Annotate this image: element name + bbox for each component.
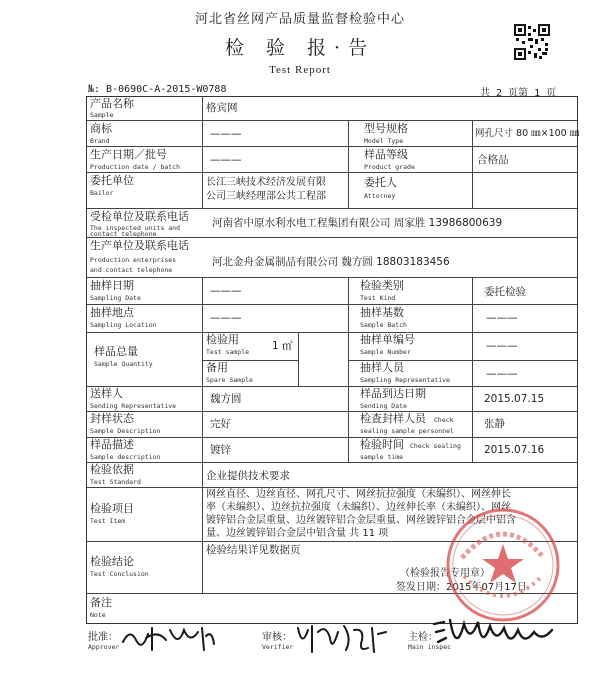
value-bailor-line1: 长江三峡技术经济发展有限 bbox=[206, 177, 326, 188]
value-test-kind: 委托检验 bbox=[484, 286, 526, 298]
label-sample-description: 封样状态 bbox=[90, 412, 134, 425]
label-check-time: 检验时间 bbox=[360, 438, 404, 451]
report-title-en: Test Report bbox=[269, 64, 331, 76]
label-sample-number-en: Sample Number bbox=[360, 348, 411, 356]
issue-date: 签发日期：2015年07月17日 bbox=[396, 582, 527, 593]
label-check-sealing-extra: Check bbox=[434, 416, 454, 424]
value-production-date: ——— bbox=[210, 154, 242, 166]
label-sampling-rep-en: Sampling Representative bbox=[360, 376, 451, 384]
qr-code-icon bbox=[514, 24, 550, 60]
inspector-signature bbox=[430, 614, 560, 662]
label-bailor: 委托单位 bbox=[90, 174, 134, 187]
value-test-sample: 1 ㎡ bbox=[272, 340, 293, 352]
row-line bbox=[86, 411, 578, 412]
label-note-en: Note bbox=[90, 611, 106, 619]
inspector-label-en: Main inspec bbox=[408, 643, 452, 651]
page-count: 共 2 页第 1 页 bbox=[480, 88, 557, 99]
value-production-unit: 河北金舟金属制品有限公司 魏方圆 18803183456 bbox=[212, 256, 450, 268]
verifier-signature bbox=[292, 618, 388, 658]
label-model-en: Model Type bbox=[364, 137, 404, 145]
verifier-label: 审核： bbox=[262, 632, 292, 643]
label-production-unit: 生产单位及联系电话 bbox=[90, 239, 189, 252]
row-line bbox=[86, 304, 578, 305]
value-sample-desc2: 镀锌 bbox=[210, 444, 231, 456]
row-line bbox=[86, 277, 578, 278]
value-sampling-rep: ——— bbox=[486, 368, 518, 380]
label-sending-rep-en: Sending Representative bbox=[90, 402, 177, 410]
value-grade: 合格品 bbox=[477, 154, 509, 166]
test-item-line: 网丝直径、边丝直径、网孔尺寸、网丝抗拉强度（未编织）、网丝伸长 bbox=[206, 489, 511, 500]
label-sample-batch: 抽样基数 bbox=[360, 306, 404, 319]
value-sample-number: ——— bbox=[486, 340, 518, 352]
stamp-caption: （检验报告专用章） bbox=[400, 568, 490, 579]
label-sending-date: 样品到达日期 bbox=[360, 387, 426, 400]
row-line bbox=[86, 146, 578, 147]
label-sending-date-en: Sending Date bbox=[360, 402, 407, 410]
row-line bbox=[86, 208, 578, 209]
label-sample-description-en: Sample Description bbox=[90, 427, 161, 435]
verifier-label-en: Verifier bbox=[262, 643, 294, 651]
row-line bbox=[86, 437, 578, 438]
label-check-sealing-en: sealing sample personnel bbox=[360, 427, 454, 435]
label-test-sample: 检验用 bbox=[206, 333, 239, 346]
label-sampling-date-en: Sampling Date bbox=[90, 294, 141, 302]
approver-label-en: Approver bbox=[88, 643, 120, 651]
test-item-line: 率（未编织）、边丝抗拉强度（未编织）、边丝伸长率（未编织）、网丝 bbox=[206, 502, 511, 513]
label-sending-rep: 送样人 bbox=[90, 387, 123, 400]
label-brand-en: Brand bbox=[90, 137, 110, 145]
label-check-sealing: 检查封样人员 bbox=[360, 412, 426, 425]
value-sending-rep: 魏方圆 bbox=[210, 393, 242, 405]
row-line bbox=[86, 332, 578, 333]
label-attorney-en: Attorney bbox=[364, 192, 396, 200]
row-line bbox=[86, 462, 578, 463]
value-sample-batch: ——— bbox=[486, 312, 518, 324]
value-sampling-date: ——— bbox=[210, 285, 242, 297]
label-test-standard-en: Test Standard bbox=[90, 478, 141, 486]
label-test-item-en: Test Item bbox=[90, 517, 126, 525]
label-bailor-en: Bailor bbox=[90, 189, 114, 197]
label-product-name-en: Sample bbox=[90, 111, 114, 119]
col-line bbox=[348, 277, 349, 462]
row-line bbox=[86, 172, 578, 173]
approver-label: 批准： bbox=[88, 632, 118, 643]
label-inspected-unit: 受检单位及联系电话 bbox=[90, 210, 189, 223]
value-test-standard: 企业提供技术要求 bbox=[206, 470, 290, 482]
label-brand: 商标 bbox=[90, 122, 112, 135]
label-test-kind-en: Test Kind bbox=[360, 294, 396, 302]
col-line bbox=[472, 277, 473, 462]
label-test-conclusion-en: Test Conclusion bbox=[90, 570, 149, 578]
label-sampling-location-en: Sampling Location bbox=[90, 321, 157, 329]
label-production-unit-en-2: and contact telephone bbox=[90, 266, 173, 274]
value-check-sealing: 张静 bbox=[484, 418, 505, 430]
star-icon bbox=[482, 544, 524, 583]
label-model: 型号规格 bbox=[364, 122, 408, 135]
test-item-line: 镀锌铝合金层重量、边丝镀锌铝合金层重量、网丝镀锌铝合金层中铝含 bbox=[206, 515, 516, 526]
value-product-name: 格宾网 bbox=[206, 102, 238, 114]
value-bailor-line2: 公司三峡经理部公共工程部 bbox=[206, 191, 326, 202]
label-inspected-unit-en-1: The inspected units and bbox=[90, 224, 181, 232]
org-header: 河北省丝网产品质量监督检验中心 bbox=[194, 12, 405, 27]
label-production-unit-en-1: Production enterprises bbox=[90, 256, 177, 264]
label-sample-quantity-en: Sample Quantity bbox=[94, 360, 153, 368]
label-check-time-en: sample time bbox=[360, 453, 404, 461]
label-sample-desc2: 样品描述 bbox=[90, 438, 134, 451]
row-line bbox=[86, 237, 578, 238]
label-test-conclusion: 检验结论 bbox=[90, 555, 134, 568]
col-line bbox=[298, 332, 299, 386]
label-check-time-extra: Check sealing bbox=[410, 442, 461, 450]
label-sample-number: 抽样单编号 bbox=[360, 333, 415, 346]
test-item-line: 量、边丝镀锌铝合金层中铝含量 共 11 项 bbox=[206, 528, 389, 539]
row-line bbox=[86, 386, 578, 387]
col-line bbox=[348, 120, 349, 208]
label-test-item: 检验项目 bbox=[90, 502, 134, 515]
value-test-conclusion: 检验结果详见数据页 bbox=[206, 544, 301, 556]
value-brand: ——— bbox=[210, 128, 242, 140]
report-number: №: B-0690C-A-2015-W0788 bbox=[88, 84, 227, 95]
col-line bbox=[202, 277, 203, 593]
report-title: 检 验 报·告 bbox=[224, 37, 376, 59]
approver-signature bbox=[118, 620, 218, 656]
value-check-time: 2015.07.16 bbox=[484, 444, 545, 456]
label-production-date: 生产日期／批号 bbox=[90, 148, 167, 161]
value-sample-description: 完好 bbox=[210, 418, 231, 430]
label-product-name: 产品名称 bbox=[90, 97, 134, 110]
label-spare-sample-en: Spare Sample bbox=[206, 376, 253, 384]
label-sampling-rep: 抽样人员 bbox=[360, 361, 404, 374]
label-note: 备注 bbox=[90, 596, 112, 609]
label-grade: 样品等级 bbox=[364, 148, 408, 161]
label-test-sample-en: Test sample bbox=[206, 348, 250, 356]
value-sampling-location: ——— bbox=[210, 312, 242, 324]
inspector-label: 主检： bbox=[408, 632, 438, 643]
label-production-date-en: Production date / batch bbox=[90, 163, 181, 171]
label-inspected-unit-en-2: contact telephone bbox=[90, 230, 157, 238]
label-sampling-location: 抽样地点 bbox=[90, 306, 134, 319]
official-seal-stamp bbox=[444, 506, 562, 624]
label-sampling-date: 抽样日期 bbox=[90, 279, 134, 292]
value-model: 网孔尺寸 80 ㎜×100 ㎜ bbox=[475, 128, 580, 139]
col-line bbox=[202, 96, 203, 208]
row-line bbox=[86, 120, 578, 121]
label-sample-batch-en: Sample Batch bbox=[360, 321, 407, 329]
label-test-kind: 检验类别 bbox=[360, 279, 404, 292]
value-sending-date: 2015.07.15 bbox=[484, 393, 545, 405]
label-sample-quantity: 样品总量 bbox=[94, 345, 138, 358]
label-grade-en: Product grade bbox=[364, 163, 415, 171]
label-test-standard: 检验依据 bbox=[90, 463, 134, 476]
label-spare-sample: 备用 bbox=[206, 361, 228, 374]
value-inspected-unit: 河南省中原水利水电工程集团有限公司 周家胜 13986800639 bbox=[212, 217, 503, 229]
label-sample-desc2-en: Sample description bbox=[90, 453, 161, 461]
col-line bbox=[472, 120, 473, 208]
label-attorney: 委托人 bbox=[364, 176, 397, 189]
